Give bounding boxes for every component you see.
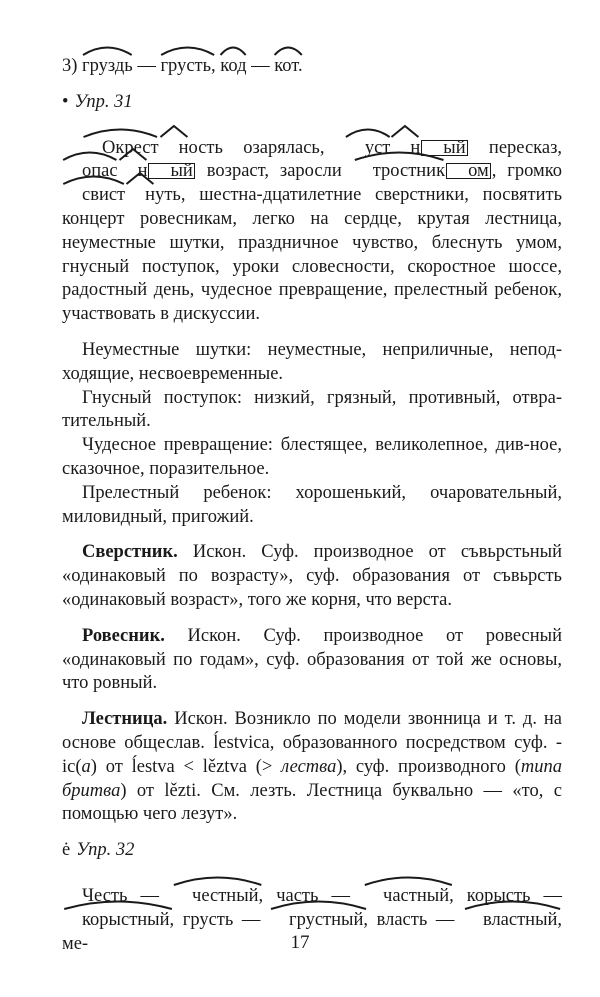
- suffix-caret-icon: [390, 126, 420, 138]
- etymology-lestnitsa: Лестница. Искон. Возникло по модели звонница и т. д. на основе общеслав. ĺestvica, образованного посредством суф. -ic(a) от ĺestva < lěztva (> лества), суф. производного (типа бритва) от lězti. См. лезть. Лестница буквально — «то, с помощью чего лезут».: [62, 709, 563, 825]
- suffix-n: н: [159, 137, 189, 161]
- ending-box: ый: [148, 163, 194, 179]
- synonym-line: Гнусный поступок: низкий, грязный, противный, отвра-тительный.: [62, 387, 562, 432]
- root-arc-icon: [172, 874, 263, 886]
- root-ust: уст: [345, 137, 391, 161]
- synonyms-block: [62, 339, 562, 529]
- exercise-32-heading: ė Упр. 32: [62, 839, 562, 863]
- suffix-caret-icon: [159, 126, 189, 138]
- root-kot: кот.: [274, 55, 302, 79]
- root-arc-icon: [160, 44, 215, 56]
- synonym-line: Прелестный ребенок: хорошенький, очаровательный, миловидный, пригожий.: [62, 482, 562, 527]
- page-body: [62, 55, 562, 956]
- ending-box: ом: [446, 163, 491, 179]
- root-kod: код: [220, 55, 246, 79]
- entry-term: Лестница.: [82, 709, 168, 730]
- root-arc-icon: [62, 149, 118, 161]
- exercise-32-text: Честь — честный, часть — частный, корысть — корыстный, грусть — грустный, власть — властный, ме-: [62, 885, 562, 956]
- root-groozd: груздь: [82, 55, 133, 79]
- root-arc-icon: [62, 898, 174, 910]
- root-svist: свист: [62, 184, 125, 208]
- root-trostnik: тростник: [353, 160, 445, 184]
- root-opas: опас: [62, 160, 118, 184]
- page-number: 17: [290, 932, 310, 953]
- root-arc-icon: [82, 126, 159, 138]
- etymology-rovesnik: Ровесник. Искон. Суф. производное от ровесный «одинаковый по годам», суф. образования от той же основы, что ровный.: [62, 625, 562, 694]
- root-korys: корыстный,: [62, 909, 174, 933]
- ending-box: ый: [421, 140, 467, 156]
- root-vlast: властный,: [463, 909, 562, 933]
- entry-term: Сверстник.: [82, 542, 178, 563]
- suffix-n: н: [390, 137, 420, 161]
- root-chast: частный,: [363, 885, 454, 909]
- root-arc-icon: [82, 44, 133, 56]
- synonym-line: Неуместные шутки: неуместные, неприличные, непод-ходящие, несвоевременные.: [62, 339, 562, 384]
- entry-term: Ровесник.: [82, 625, 165, 646]
- root-grust: грусть,: [160, 55, 215, 79]
- root-arc-icon: [345, 126, 391, 138]
- etymology-sverstnik: Сверстник. Искон. Суф. производное от съвьрстьный «одинаковый по возрасту», суф. образования от съвьрсть «одинаковый возраст», того же корня, что верста.: [62, 542, 562, 610]
- item-number: 3): [62, 56, 78, 76]
- synonym-line: Чудесное превращение: блестящее, великолепное, див-ное, сказочное, поразительное.: [62, 435, 562, 479]
- suffix-n: н: [125, 184, 155, 208]
- root-arc-icon: [274, 44, 302, 56]
- root-arc-icon: [463, 898, 562, 910]
- root-okrest: Окрест: [82, 137, 159, 161]
- suffix-caret-icon: [118, 149, 148, 161]
- root-arc-icon: [353, 149, 445, 161]
- suffix-n: н: [118, 160, 148, 184]
- root-arc-icon: [269, 898, 368, 910]
- line-word-pairs: 3) груздь — грусть, код — кот.: [62, 55, 562, 79]
- exercise-31-text: Окрест ность озарялась, уст н ый пересказ, опас н ый возраст, заросли тростник ом , громко свист нуть, шестна-дцатилетние сверстники, посвятить концерт ровесникам, легко на сердце, крутая лестница, неуместные шутки, праздничное чувство, блеснуть умом, гнусный поступок, уроки словесности, скоростное шоссе, радостный день, чудесное превращение, прелестный ребенок, участвовать в дискуссии.: [62, 137, 562, 327]
- suffix-caret-icon: [125, 173, 155, 185]
- exercise-31-heading: • Упр. 31: [62, 91, 562, 115]
- root-chest: честный,: [172, 885, 263, 909]
- root-arc-icon: [363, 874, 454, 886]
- root-arc-icon: [62, 173, 125, 185]
- root-arc-icon: [220, 44, 246, 56]
- root-grust2: грустный,: [269, 909, 368, 933]
